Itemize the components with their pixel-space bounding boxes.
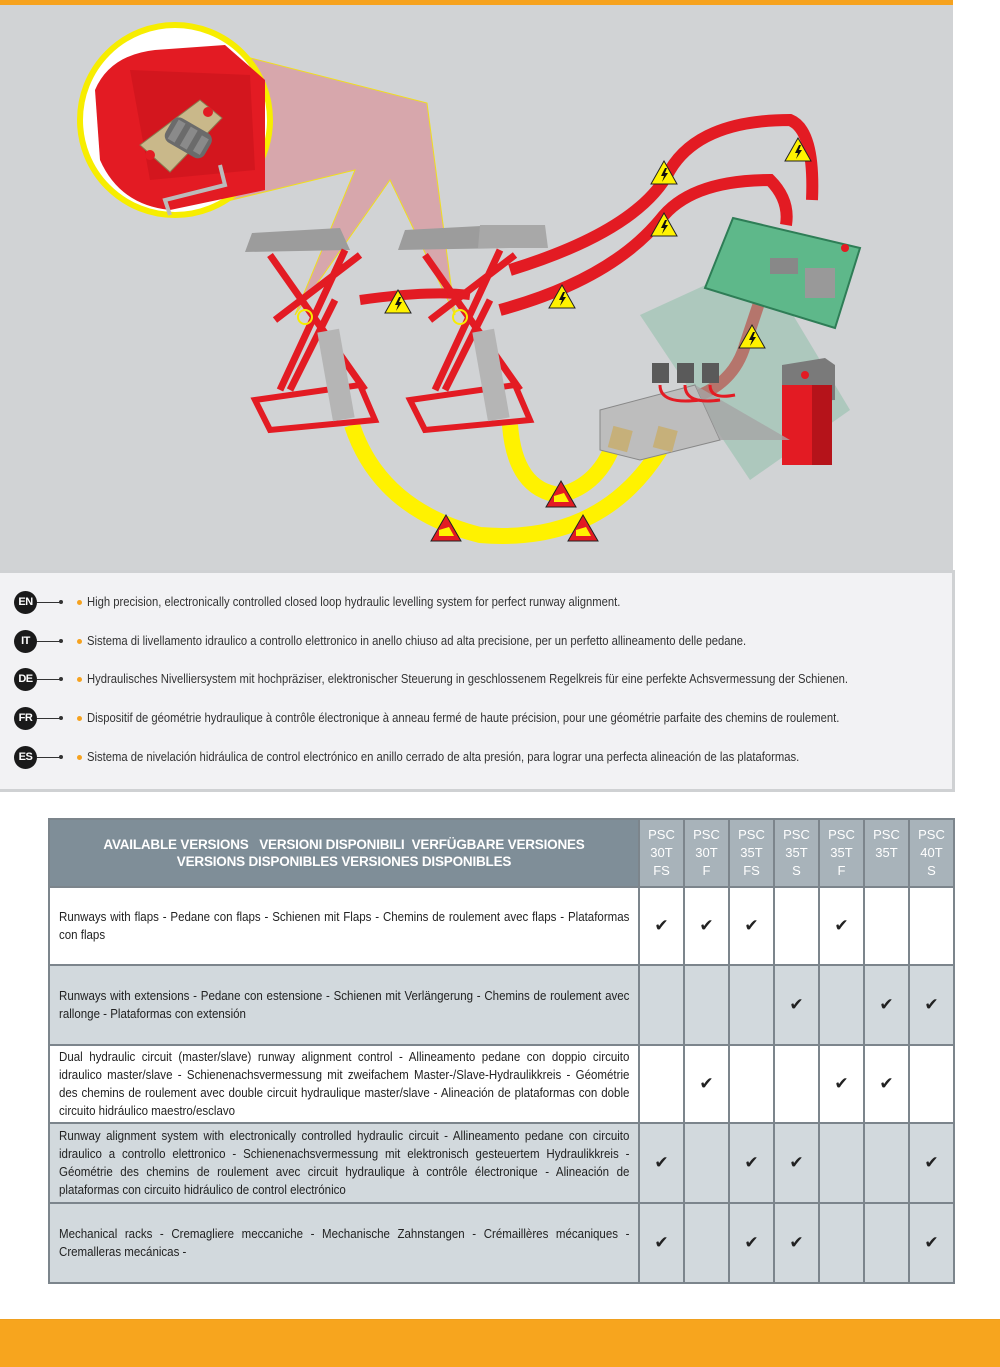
bullet-icon	[77, 677, 82, 682]
empty-cell	[684, 1123, 729, 1203]
model-line: F	[837, 863, 846, 878]
feature-text: Mechanical racks - Cremagliere meccaniche - Mechanische Zahnstangen - Crémaillères mécaniques - Cremalleras mecánicas -	[59, 1226, 630, 1259]
model-header	[684, 819, 729, 887]
model-header	[864, 819, 909, 887]
table-row	[49, 965, 954, 1045]
empty-cell	[684, 1203, 729, 1283]
empty-cell	[864, 887, 909, 965]
lang-badge-es: ES	[14, 746, 37, 769]
check-mark-icon: ✔	[864, 965, 909, 1045]
description-text: High precision, electronically controlled closed loop hydraulic levelling system for perfect runway alignment.	[87, 595, 621, 609]
feature-cell	[49, 1203, 639, 1283]
model-line: 30T	[650, 845, 673, 860]
table-header-row	[49, 819, 954, 887]
check-mark-icon: ✔	[639, 1123, 684, 1203]
table-title-line2: VERSIONS DISPONIBLES VERSIONES DISPONIBLES	[176, 854, 512, 869]
model-header	[639, 819, 684, 887]
check-mark-icon: ✔	[774, 965, 819, 1045]
model-header	[819, 819, 864, 887]
description-it	[14, 629, 819, 653]
model-line: PSC	[873, 827, 900, 842]
check-mark-icon: ✔	[909, 1123, 954, 1203]
check-mark-icon: ✔	[729, 1123, 774, 1203]
connector-line	[37, 757, 61, 758]
empty-cell	[819, 1123, 864, 1203]
description-text: Sistema de nivelación hidráulica de control electrónico en anillo cerrado de alta presión, para lograr una perfecta alineación de las plataformas.	[87, 750, 800, 764]
model-line: FS	[743, 863, 760, 878]
connector-line	[37, 602, 61, 603]
connector-line	[37, 641, 61, 642]
description-text: Hydraulisches Nivelliersystem mit hochpräziser, elektronischer Steuerung in geschlossenem Regelkreis für eine perfekte Achsvermessung der Schienen.	[87, 672, 848, 686]
empty-cell	[684, 965, 729, 1045]
empty-cell	[909, 887, 954, 965]
feature-cell	[49, 887, 639, 965]
description-fr	[14, 706, 923, 730]
available-versions-table	[48, 818, 955, 1284]
model-line: F	[702, 863, 711, 878]
empty-cell	[819, 1203, 864, 1283]
model-line: PSC	[918, 827, 945, 842]
feature-text: Dual hydraulic circuit (master/slave) runway alignment control - Allineamento pedane con doppio circuito idraulico master/slave - Schienenachsvermessung mit zweifachem Master-/Slave-Hydraulikkreis - Géométrie des chemins de roulement avec double circuit hydraulique master/slave - Alineación de plataformas con doble circuito hidráulico maestro/esclavo	[59, 1049, 630, 1118]
empty-cell	[909, 1045, 954, 1123]
feature-text: Runways with extensions - Pedane con estensione - Schienen mit Verlängerung - Chemins de roulement avec rallonge - Plataformas con extensión	[59, 988, 630, 1021]
model-line: 35T	[830, 845, 853, 860]
connector-line	[37, 679, 61, 680]
table-title	[49, 819, 639, 887]
model-line: PSC	[648, 827, 675, 842]
model-line: PSC	[738, 827, 765, 842]
description-de	[14, 667, 933, 691]
bullet-icon	[77, 600, 82, 605]
description-text: Sistema di livellamento idraulico a controllo elettronico in anello chiuso ad alta precisione, per un perfetto allineamento delle pedane.	[87, 634, 747, 648]
check-mark-icon: ✔	[819, 1045, 864, 1123]
description-es	[14, 745, 878, 769]
bullet-icon	[77, 716, 82, 721]
table-row	[49, 1203, 954, 1283]
check-mark-icon: ✔	[639, 887, 684, 965]
check-mark-icon: ✔	[729, 887, 774, 965]
scissor-lift-1	[245, 228, 375, 430]
model-line: 35T	[785, 845, 808, 860]
description-text: Dispositif de géométrie hydraulique à contrôle électronique à anneau fermé de haute précision, pour une géométrie parfaite des chemins de roulement.	[87, 711, 840, 725]
bottom-accent-bar	[0, 1319, 1000, 1367]
model-line: PSC	[693, 827, 720, 842]
bullet-icon	[77, 755, 82, 760]
lang-badge-en: EN	[14, 591, 37, 614]
lang-badge-de: DE	[14, 668, 37, 691]
empty-cell	[729, 965, 774, 1045]
check-mark-icon: ✔	[909, 1203, 954, 1283]
empty-cell	[864, 1123, 909, 1203]
model-line: 35T	[740, 845, 763, 860]
feature-cell	[49, 965, 639, 1045]
levelling-system-diagram	[0, 5, 953, 570]
feature-text: Runways with flaps - Pedane con flaps - Schienen mit Flaps - Chemins de roulement avec flaps - Plataformas con flaps	[59, 909, 630, 942]
model-line: 30T	[695, 845, 718, 860]
model-line	[865, 862, 908, 880]
check-mark-icon: ✔	[819, 887, 864, 965]
model-header	[774, 819, 819, 887]
feature-cell	[49, 1045, 639, 1123]
check-mark-icon: ✔	[774, 1203, 819, 1283]
description-panel	[0, 570, 955, 792]
table-title-line1: AVAILABLE VERSIONS VERSIONI DISPONIBILI VERFÜGBARE VERSIONES	[103, 837, 585, 852]
model-line: 40T	[920, 845, 943, 860]
model-line: S	[792, 863, 801, 878]
model-header	[909, 819, 954, 887]
lang-badge-fr: FR	[14, 707, 37, 730]
model-header	[729, 819, 774, 887]
table-row	[49, 1045, 954, 1123]
check-mark-icon: ✔	[639, 1203, 684, 1283]
bullet-icon	[77, 639, 82, 644]
check-mark-icon: ✔	[684, 1045, 729, 1123]
model-line: PSC	[783, 827, 810, 842]
empty-cell	[729, 1045, 774, 1123]
lang-badge-it: IT	[14, 630, 37, 653]
scissor-lift-2	[398, 225, 548, 430]
connector-line	[37, 718, 61, 719]
empty-cell	[864, 1203, 909, 1283]
check-mark-icon: ✔	[684, 887, 729, 965]
model-line: 35T	[875, 845, 898, 860]
model-line: FS	[653, 863, 670, 878]
empty-cell	[774, 887, 819, 965]
sensor-detail-zoom	[80, 25, 270, 215]
empty-cell	[819, 965, 864, 1045]
model-line: S	[927, 863, 936, 878]
check-mark-icon: ✔	[774, 1123, 819, 1203]
feature-cell	[49, 1123, 639, 1203]
description-en	[14, 590, 680, 614]
system-illustration	[0, 5, 953, 570]
empty-cell	[774, 1045, 819, 1123]
check-mark-icon: ✔	[909, 965, 954, 1045]
check-mark-icon: ✔	[729, 1203, 774, 1283]
table-body	[49, 887, 954, 1283]
control-unit	[782, 358, 835, 465]
feature-text: Runway alignment system with electronically controlled hydraulic circuit - Allineamento pedane con circuito idraulico a controllo elettronico - Schienenachsvermessung mit elektronisch gesteuertem Hydraulikkreis - Géométrie des chemins de roulement avec circuit hydraulique à contrôle électronique - Alineación de plataformas con circuito hidráulico de control electrónico	[59, 1128, 630, 1197]
check-mark-icon: ✔	[864, 1045, 909, 1123]
table-row	[49, 1123, 954, 1203]
table-row	[49, 887, 954, 965]
model-line: PSC	[828, 827, 855, 842]
